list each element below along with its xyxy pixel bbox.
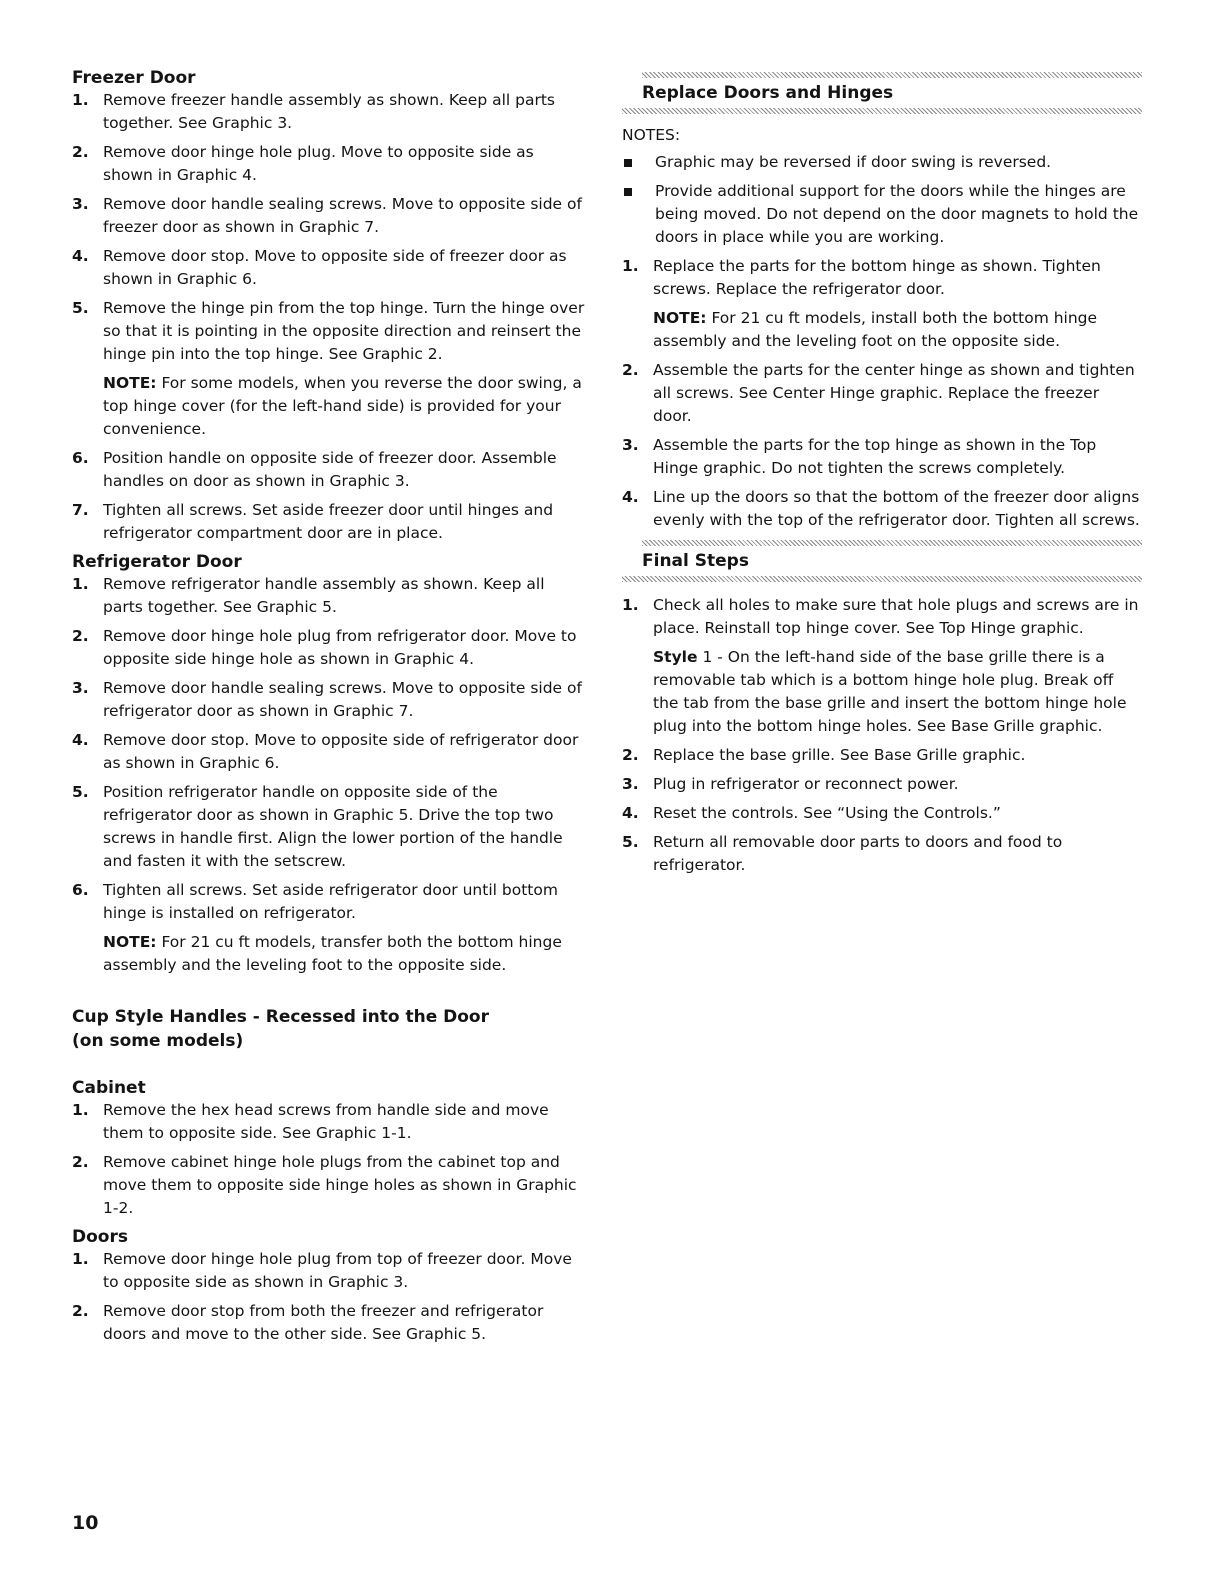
list-item [622,434,1142,480]
step-text: Position refrigerator handle on opposite side of the refrigerator door as shown in Graphic 5. Drive the top two screws in handle first. Align the lower portion of the handle and fasten it with the setscrew. [103,783,563,870]
step-number: 5. [72,299,89,317]
right-column [622,0,1142,883]
note [622,307,1142,353]
step-number: 1. [72,1101,89,1119]
step-number: 1. [72,575,89,593]
note-text: For 21 cu ft models, transfer both the bottom hinge assembly and the leveling foot to the opposite side. [103,933,562,974]
list-item [72,141,587,187]
step-text: Remove refrigerator handle assembly as shown. Keep all parts together. See Graphic 5. [103,575,545,616]
step-text: Reset the controls. See “Using the Controls.” [653,804,1001,822]
replace-doors-section [622,124,1142,532]
final-steps-section [622,594,1142,877]
note [72,372,587,441]
style-text: 1 - On the left-hand side of the base grille there is a removable tab which is a bottom hinge hole plug. Break off the tab from the base grille and insert the bottom hinge hole plug into the bottom hinge holes. See Base Grille graphic. [653,648,1127,735]
doors-heading: Doors [72,1227,128,1247]
step-text: Remove door hinge hole plug. Move to opposite side as shown in Graphic 4. [103,143,534,184]
bullet-item [622,180,1142,249]
step-number: 6. [72,449,89,467]
list-item [72,89,587,135]
note [72,931,587,977]
step-number: 5. [622,833,639,851]
cabinet-heading: Cabinet [72,1078,146,1098]
cabinet-section [72,1077,587,1220]
style-label: Style [653,648,698,666]
step-text: Replace the parts for the bottom hinge as shown. Tighten screws. Replace the refrigerator door. [653,257,1101,298]
step-number: 2. [622,746,639,764]
step-number: 2. [72,627,89,645]
step-text: Remove door handle sealing screws. Move to opposite side of freezer door as shown in Graphic 7. [103,195,582,236]
list-item [72,781,587,873]
step-text: Assemble the parts for the top hinge as shown in the Top Hinge graphic. Do not tighten the screws completely. [653,436,1097,477]
page-number: 10 [72,1512,99,1534]
list-item [72,677,587,723]
list-item [72,879,587,925]
doors-section [72,1226,587,1346]
list-item [72,573,587,619]
refrigerator-door-heading: Refrigerator Door [72,552,242,572]
note-text: For 21 cu ft models, install both the bottom hinge assembly and the leveling foot on the opposite side. [653,309,1098,350]
replace-doors-heading-bar [622,72,1142,114]
cup-style-handles-heading [72,1005,587,1053]
final-steps-heading: Final Steps [642,551,749,571]
step-number: 4. [622,804,639,822]
left-column [72,0,587,1352]
hatched-rule [622,576,1142,582]
step-text: Return all removable door parts to doors and food to refrigerator. [653,833,1063,874]
cup-style-subtitle: (on some models) [72,1031,244,1051]
step-number: 2. [72,143,89,161]
list-item [72,729,587,775]
list-item [72,447,587,493]
step-number: 4. [72,247,89,265]
list-item [622,486,1142,532]
step-number: 1. [622,596,639,614]
list-item [72,1151,587,1220]
step-number: 4. [622,488,639,506]
list-item [622,773,1142,796]
bullet-text: Graphic may be reversed if door swing is reversed. [655,153,1052,171]
step-text: Remove door hinge hole plug from top of freezer door. Move to opposite side as shown in Graphic 3. [103,1250,572,1291]
step-number: 5. [72,783,89,801]
list-item [72,1099,587,1145]
step-number: 1. [72,1250,89,1268]
cup-style-title: Cup Style Handles - Recessed into the Door [72,1007,489,1027]
step-text: Check all holes to make sure that hole plugs and screws are in place. Reinstall top hinge cover. See Top Hinge graphic. [653,596,1139,637]
list-item [622,831,1142,877]
step-text: Remove the hinge pin from the top hinge. Turn the hinge over so that it is pointing in the opposite direction and reinsert the hinge pin into the top hinge. See Graphic 2. [103,299,585,363]
step-number: 7. [72,501,89,519]
step-number: 3. [622,436,639,454]
hatched-rule [622,108,1142,114]
step-text: Plug in refrigerator or reconnect power. [653,775,959,793]
step-text: Position handle on opposite side of freezer door. Assemble handles on door as shown in Graphic 3. [103,449,557,490]
step-text: Line up the doors so that the bottom of the freezer door aligns evenly with the top of the refrigerator door. Tighten all screws. [653,488,1140,529]
replace-doors-heading: Replace Doors and Hinges [642,83,894,103]
freezer-door-heading: Freezer Door [72,68,196,88]
refrigerator-door-section [72,551,587,977]
list-item [72,499,587,545]
final-steps-heading-bar [622,540,1142,582]
step-number: 3. [72,195,89,213]
step-text: Remove door handle sealing screws. Move to opposite side of refrigerator door as shown in Graphic 7. [103,679,582,720]
list-item [72,625,587,671]
step-text: Remove door hinge hole plug from refrigerator door. Move to opposite side hinge hole as shown in Graphic 4. [103,627,577,668]
bullet-item [622,151,1142,174]
list-item [622,744,1142,767]
freezer-door-section [72,67,587,545]
step-number: 2. [72,1302,89,1320]
style-note [622,646,1142,738]
step-text: Remove door stop. Move to opposite side of freezer door as shown in Graphic 6. [103,247,567,288]
step-number: 2. [72,1153,89,1171]
list-item [622,802,1142,825]
step-text: Replace the base grille. See Base Grille graphic. [653,746,1026,764]
step-text: Remove door stop. Move to opposite side of refrigerator door as shown in Graphic 6. [103,731,579,772]
step-text: Remove freezer handle assembly as shown. Keep all parts together. See Graphic 3. [103,91,556,132]
list-item [72,297,587,366]
step-number: 3. [622,775,639,793]
list-item [622,359,1142,428]
square-bullet-icon [624,188,632,196]
step-number: 3. [72,679,89,697]
step-text: Tighten all screws. Set aside refrigerator door until bottom hinge is installed on refrigerator. [103,881,558,922]
list-item [72,245,587,291]
list-item [622,594,1142,640]
step-number: 2. [622,361,639,379]
step-text: Tighten all screws. Set aside freezer door until hinges and refrigerator compartment door are in place. [103,501,554,542]
note-text: For some models, when you reverse the door swing, a top hinge cover (for the left-hand side) is provided for your convenience. [103,374,582,438]
list-item [72,1300,587,1346]
step-number: 4. [72,731,89,749]
step-text: Remove door stop from both the freezer and refrigerator doors and move to the other side. See Graphic 5. [103,1302,544,1343]
note-label: NOTE: [103,933,157,951]
step-number: 1. [622,257,639,275]
step-text: Remove cabinet hinge hole plugs from the cabinet top and move them to opposite side hinge holes as shown in Graphic 1-2. [103,1153,577,1217]
bullet-text: Provide additional support for the doors while the hinges are being moved. Do not depend on the door magnets to hold the doors in place while you are working. [655,182,1139,246]
note-label: NOTE: [653,309,707,327]
list-item [622,255,1142,301]
step-number: 6. [72,881,89,899]
notes-label: NOTES: [622,126,681,144]
list-item [72,193,587,239]
step-text: Assemble the parts for the center hinge as shown and tighten all screws. See Center Hinge graphic. Replace the freezer door. [653,361,1135,425]
list-item [72,1248,587,1294]
square-bullet-icon [624,159,632,167]
step-text: Remove the hex head screws from handle side and move them to opposite side. See Graphic 1-1. [103,1101,549,1142]
note-label: NOTE: [103,374,157,392]
step-number: 1. [72,91,89,109]
